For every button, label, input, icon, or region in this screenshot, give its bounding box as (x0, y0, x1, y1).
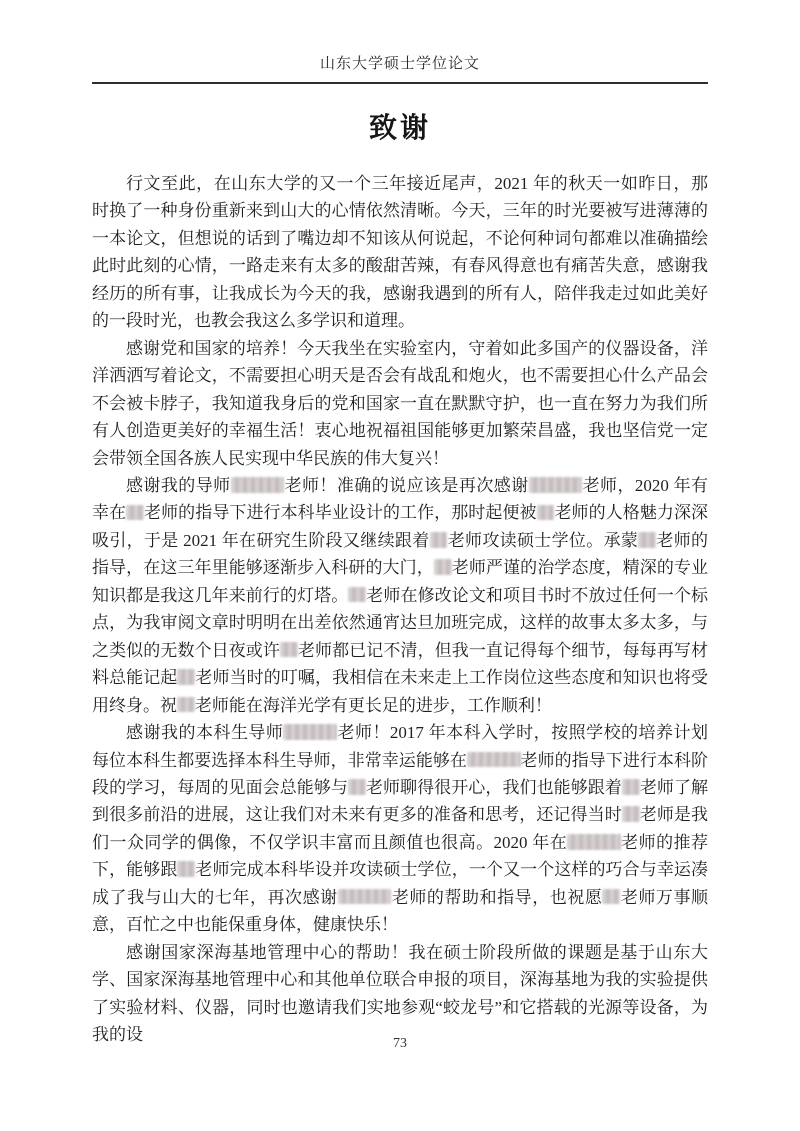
redacted-name (231, 477, 285, 493)
paragraph: 感谢我的导师 老师！准确的说应该是再次感谢 老师，2020 年有幸在 老师的指导下进行本科毕业设计的工作，那时起便被 老师的人格魅力深深吸引，于是 2021 年在研究生阶段又继续跟着 老师攻读硕士学位。承蒙 老师的指导，在这三年里能够逐渐步入科研的大门， 老师严谨的治学态度，精深的专业知识都是我这几年来前行的灯塔。 老师在修改论文和项目书时不放过任何一个标点，为我审阅文章时明明在出差依然通宵达旦加班完成，这样的故事太多太多，与之类似的无数个日夜或许 老师都已记不清，但我一直记得每个细节，每每再写材料总能记起 老师当时的叮嘱，我相信在未来走上工作岗位这些态度和知识也将受用终身。祝 老师能在海洋光学有更长足的进步，工作顺利！ (92, 475, 709, 715)
redacted-name (467, 752, 521, 768)
redacted-name (280, 642, 298, 658)
page-header (92, 52, 708, 84)
redacted-name (638, 532, 656, 548)
redacted-name (622, 806, 640, 822)
redacted-name (622, 779, 640, 795)
paragraph: 感谢我的本科生导师 老师！2017 年本科入学时，按照学校的培养计划每位本科生都要选择本科生导师，非常幸运能够在 老师的指导下进行本科阶段的学习，每周的见面会总能够与 老师聊得很开心，我们也能够跟着 老师了解到很多前沿的进展，这让我们对未来有更多的准备和思考，还记得当时 老师是我们一众同学的偶像，不仅学识丰富而且颜值也很高。2020 年在 老师的推荐下，能够跟 老师完成本科毕设并攻读硕士学位，一个又一个这样的巧合与幸运凑成了我与山大的七年，再次感谢 老师的帮助和指导，也祝愿 老师万事顺意，百忙之中也能保重身体，健康快乐！ (92, 723, 709, 935)
redacted-name (348, 587, 366, 603)
redacted-name (126, 505, 144, 521)
redacted-name (529, 477, 583, 493)
header-running-title: 山东大学硕士学位论文 (319, 56, 480, 72)
page-title: 致谢 (368, 113, 431, 144)
redacted-name (177, 669, 195, 685)
page-number: 73 (393, 1036, 407, 1051)
paragraph: 感谢党和国家的培养！今天我坐在实验室内，守着如此多国产的仪器设备，洋洋洒洒写着论文，不需要担心明天是否会有战乱和炮火，也不需要担心什么产品会不会被卡脖子，我知道我身后的党和国家一直在默默守护，也一直在努力为我们所有人创造更美好的幸福生活！衷心地祝福祖国能够更加繁荣昌盛，我也坚信党一定会带领全国各族人民实现中华民族的伟大复兴！ (92, 338, 708, 468)
redacted-name (567, 834, 621, 850)
paragraph: 感谢国家深海基地管理中心的帮助！我在硕士阶段所做的课题是基于山东大学、国家深海基地管理中心和其他单位联合申报的项目，深海基地为我的实验提供了实验材料、仪器，同时也邀请我们实地参观“蛟龙号”和它搭载的光源等设备，为我的设 (92, 942, 708, 1045)
redacted-name (434, 559, 452, 575)
redacted-name (283, 724, 337, 740)
redacted-name (338, 889, 392, 905)
redacted-name (537, 505, 555, 521)
body-text (92, 170, 708, 1049)
redacted-name (602, 889, 620, 905)
redacted-name (177, 861, 195, 877)
redacted-name (177, 697, 195, 713)
paragraph: 行文至此，在山东大学的又一个三年接近尾声，2021 年的秋天一如昨日，那时换了一种身份重新来到山大的心情依然清晰。今天，三年的时光要被写进薄薄的一本论文，但想说的话到了嘴边却不知该从何说起，不论何种词句都难以准确描绘此时此刻的心情，一路走来有太多的酸甜苦辣，有春风得意也有痛苦失意，感谢我经历的所有事，让我成长为今天的我，感谢我遇到的所有人，陪伴我走过如此美好的一段时光，也教会我这么多学识和道理。 (92, 174, 708, 331)
redacted-name (430, 532, 448, 548)
redacted-name (348, 779, 366, 795)
